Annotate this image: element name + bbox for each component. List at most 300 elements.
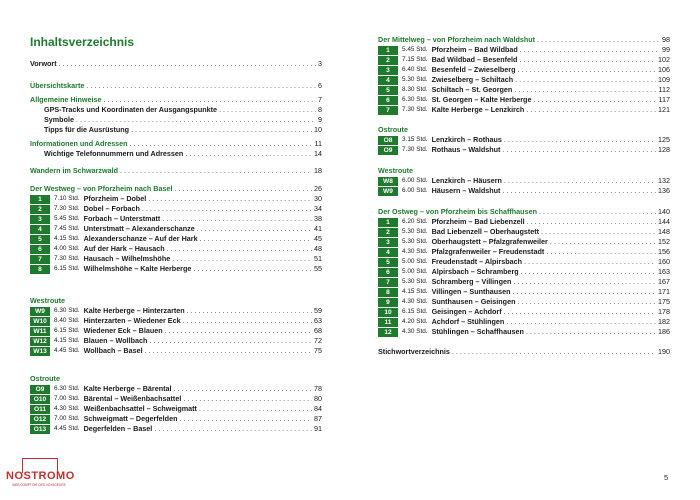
- route-row[interactable]: [378, 237, 670, 247]
- logo-tagline: WEB COMPTOIR DES VOYAGEURS: [12, 483, 66, 487]
- leader-dots: [183, 316, 312, 326]
- stage-page: 178: [658, 307, 670, 316]
- entry-page: 3: [318, 59, 322, 68]
- entry-page: 9: [318, 115, 322, 124]
- stage-page: 186: [658, 327, 670, 336]
- leader-dots: [162, 214, 312, 224]
- stage-badge: W8: [378, 177, 398, 186]
- route-row[interactable]: [30, 254, 322, 264]
- stage-page: 72: [314, 336, 322, 345]
- stage-badge: O13: [30, 425, 50, 434]
- route-row[interactable]: [378, 85, 670, 95]
- stage-page: 175: [658, 297, 670, 306]
- stage-duration: 5.00 Std.: [402, 268, 428, 275]
- leader-dots: [515, 75, 656, 85]
- leader-dots: [502, 145, 656, 155]
- leader-dots: [520, 45, 660, 55]
- stage-badge: O12: [30, 415, 50, 424]
- stage-duration: 4.15 Std.: [54, 337, 80, 344]
- toc-mittelweg-entry[interactable]: [378, 35, 670, 45]
- leader-dots: [183, 394, 312, 404]
- stage-badge: 2: [378, 228, 398, 237]
- leader-dots: [550, 237, 656, 247]
- leader-dots: [145, 346, 312, 356]
- stage-title: Kalte Herberge – Bärental: [83, 384, 172, 393]
- stage-duration: 5.30 Std.: [402, 76, 428, 83]
- stage-page: 59: [314, 306, 322, 315]
- route-row[interactable]: [30, 414, 322, 424]
- leader-dots: [131, 125, 312, 135]
- stage-title: Schramberg – Villingen: [431, 277, 512, 286]
- stage-page: 136: [658, 186, 670, 195]
- stage-page: 68: [314, 326, 322, 335]
- stage-duration: 7.15 Std.: [402, 56, 428, 63]
- route-row[interactable]: [30, 204, 322, 214]
- stage-page: 75: [314, 346, 322, 355]
- stage-title: Forbach – Unterstmatt: [83, 214, 161, 223]
- leader-dots: [541, 227, 656, 237]
- stage-badge: 8: [378, 288, 398, 297]
- stage-duration: 3.15 Std.: [402, 136, 428, 143]
- stage-page: 109: [658, 75, 670, 84]
- stage-title: Bad Liebenzell – Oberhaugstett: [431, 227, 540, 236]
- leader-dots: [504, 135, 656, 145]
- leader-dots: [165, 326, 312, 336]
- stage-duration: 8.30 Std.: [402, 86, 428, 93]
- section-heading: Westroute: [378, 166, 414, 175]
- route-row[interactable]: [378, 257, 670, 267]
- stage-badge: 5: [378, 258, 398, 267]
- route-row[interactable]: [378, 95, 670, 105]
- stage-badge: 12: [378, 328, 398, 337]
- stage-badge: W13: [30, 347, 50, 356]
- route-row[interactable]: [378, 227, 670, 237]
- stage-badge: 7: [378, 278, 398, 287]
- stage-duration: 4.15 Std.: [402, 288, 428, 295]
- stage-page: 34: [314, 204, 322, 213]
- stage-title: Stühlingen – Schaffhausen: [431, 327, 524, 336]
- stage-title: Freudenstadt – Alpirsbach: [431, 257, 522, 266]
- stage-duration: 4.45 Std.: [54, 425, 80, 432]
- stage-title: Zwieselberg – Schiltach: [431, 75, 514, 84]
- stage-page: 128: [658, 145, 670, 154]
- stage-page: 117: [658, 95, 670, 104]
- toc-ostroute-left: [30, 374, 322, 434]
- stage-duration: 7.30 Std.: [54, 255, 80, 262]
- stage-duration: 6.20 Std.: [402, 218, 428, 225]
- leader-dots: [76, 115, 316, 125]
- stage-page: 55: [314, 264, 322, 273]
- route-row[interactable]: [30, 264, 322, 274]
- stage-duration: 7.30 Std.: [54, 205, 80, 212]
- stage-page: 51: [314, 254, 322, 263]
- stage-badge: O8: [378, 136, 398, 145]
- stage-page: 41: [314, 224, 322, 233]
- route-row[interactable]: [30, 336, 322, 346]
- stage-page: 182: [658, 317, 670, 326]
- leader-dots: [142, 204, 312, 214]
- stage-duration: 7.00 Std.: [54, 395, 80, 402]
- stage-title: Wilhelmshöhe – Kalte Herberge: [83, 264, 192, 273]
- entry-page: 140: [658, 207, 670, 216]
- stage-page: 148: [658, 227, 670, 236]
- entry-page: 190: [658, 347, 670, 356]
- stage-title: Wiedener Eck – Blauen: [83, 326, 163, 335]
- stage-page: 80: [314, 394, 322, 403]
- stage-title: Hausach – Wilhelmshöhe: [83, 254, 171, 263]
- stage-duration: 6.15 Std.: [402, 308, 428, 315]
- stage-page: 125: [658, 135, 670, 144]
- route-row[interactable]: [378, 55, 670, 65]
- stage-page: 106: [658, 65, 670, 74]
- route-row[interactable]: [30, 394, 322, 404]
- entry-label: Übersichtskarte: [30, 81, 85, 90]
- stage-duration: 6.30 Std.: [54, 307, 80, 314]
- entry-label: Vorwort: [30, 59, 57, 68]
- stage-title: Häusern – Waldshut: [431, 186, 501, 195]
- stage-badge: W10: [30, 317, 50, 326]
- toc-ostroute-right: [378, 125, 670, 155]
- route-row[interactable]: [378, 186, 670, 196]
- stage-badge: 6: [378, 268, 398, 277]
- stage-page: 91: [314, 424, 322, 433]
- stage-title: St. Georgen – Kalte Herberge: [431, 95, 532, 104]
- stage-page: 156: [658, 247, 670, 256]
- stage-duration: 8.40 Std.: [54, 317, 80, 324]
- route-row[interactable]: [378, 75, 670, 85]
- stage-page: 87: [314, 414, 322, 423]
- route-row[interactable]: [30, 326, 322, 336]
- entry-page: 6: [318, 81, 322, 90]
- stage-title: Pfalzgrafenweiler – Freudenstadt: [431, 247, 545, 256]
- leader-dots: [148, 194, 312, 204]
- stage-title: Schiltach – St. Georgen: [431, 85, 513, 94]
- leader-dots: [187, 306, 312, 316]
- route-row[interactable]: [30, 404, 322, 414]
- stage-title: Lenzkirch – Häusern: [431, 176, 502, 185]
- stage-duration: 4.15 Std.: [54, 235, 80, 242]
- leader-dots: [546, 247, 656, 257]
- stage-badge: 1: [30, 195, 50, 204]
- stage-duration: 4.30 Std.: [54, 405, 80, 412]
- stage-page: 45: [314, 234, 322, 243]
- stage-title: Oberhaugstett – Pfalzgrafenweiler: [431, 237, 548, 246]
- leader-dots: [167, 244, 312, 254]
- stage-page: 78: [314, 384, 322, 393]
- stage-title: Kalte Herberge – Hinterzarten: [83, 306, 185, 315]
- entry-label: Der Mittelweg – von Pforzheim nach Waldshut: [378, 35, 536, 44]
- stage-title: Dobel – Forbach: [83, 204, 140, 213]
- stage-duration: 4.00 Std.: [54, 245, 80, 252]
- leader-dots: [517, 297, 656, 307]
- stage-badge: 7: [378, 106, 398, 115]
- stage-title: Pforzheim – Bad Wildbad: [431, 45, 518, 54]
- stage-badge: 2: [378, 56, 398, 65]
- leader-dots: [104, 95, 317, 105]
- entry-label: Der Ostweg – von Pforzheim bis Schaffhausen: [378, 207, 537, 216]
- entry-page: 11: [314, 139, 322, 148]
- leader-dots: [517, 65, 656, 75]
- stage-duration: 4.30 Std.: [402, 298, 428, 305]
- toc-subentry[interactable]: [30, 125, 322, 135]
- stage-badge: 4: [378, 76, 398, 85]
- page-number: 5: [664, 473, 669, 482]
- stage-badge: 8: [30, 265, 50, 274]
- toc-informationen: [30, 139, 322, 159]
- leader-dots: [200, 234, 312, 244]
- stage-duration: 7.10 Std.: [54, 195, 80, 202]
- leader-dots: [130, 139, 313, 149]
- toc-westroute: [30, 296, 322, 356]
- stage-duration: 4.45 Std.: [54, 347, 80, 354]
- entry-label: Wandern im Schwarzwald: [30, 166, 118, 175]
- stage-duration: 5.30 Std.: [402, 228, 428, 235]
- nostromo-logo: [6, 458, 75, 490]
- stage-title: Blauen – Wollbach: [83, 336, 148, 345]
- stage-badge: W12: [30, 337, 50, 346]
- stage-duration: 6.30 Std.: [402, 96, 428, 103]
- stage-page: 38: [314, 214, 322, 223]
- stage-badge: 5: [30, 235, 50, 244]
- entry-label: Informationen und Adressen: [30, 139, 128, 148]
- toc-heading: Inhaltsverzeichnis: [30, 35, 135, 49]
- toc-vorwort[interactable]: [30, 59, 322, 69]
- stage-badge: O10: [30, 395, 50, 404]
- stage-page: 167: [658, 277, 670, 286]
- stage-duration: 5.30 Std.: [402, 238, 428, 245]
- leader-dots: [537, 35, 660, 45]
- route-row[interactable]: [30, 224, 322, 234]
- stage-page: 132: [658, 176, 670, 185]
- route-row[interactable]: [378, 267, 670, 277]
- entry-page: 7: [318, 95, 322, 104]
- toc-ostweg-entry[interactable]: [378, 207, 670, 217]
- toc-subentry[interactable]: [30, 115, 322, 125]
- leader-dots: [513, 287, 656, 297]
- route-row[interactable]: [30, 244, 322, 254]
- stage-badge: 4: [30, 225, 50, 234]
- entry-label: Allgemeine Hinweise: [30, 95, 102, 104]
- stage-badge: O11: [30, 405, 50, 414]
- toc-westweg: [30, 184, 322, 274]
- entry-label: GPS-Tracks und Koordinaten der Ausgangspunkte: [44, 105, 218, 114]
- route-row[interactable]: [30, 424, 322, 434]
- stage-title: Achdorf – Stühlingen: [431, 317, 505, 326]
- toc-westweg-entry[interactable]: [30, 184, 322, 194]
- leader-dots: [59, 59, 316, 69]
- toc-wandern[interactable]: [30, 166, 322, 176]
- entry-page: 14: [314, 149, 322, 158]
- leader-dots: [502, 186, 656, 196]
- stage-badge: 11: [378, 318, 398, 327]
- stage-page: 112: [658, 85, 670, 94]
- leader-dots: [197, 224, 312, 234]
- stage-page: 102: [658, 55, 670, 64]
- stage-title: Hinterzarten – Wiedener Eck: [83, 316, 181, 325]
- stage-badge: 1: [378, 46, 398, 55]
- stage-page: 99: [662, 45, 670, 54]
- stage-page: 121: [658, 105, 670, 114]
- route-row[interactable]: [378, 287, 670, 297]
- leader-dots: [172, 254, 312, 264]
- entry-label: Wichtige Telefonnummern und Adressen: [44, 149, 184, 158]
- stage-duration: 6.15 Std.: [54, 265, 80, 272]
- route-row[interactable]: [378, 217, 670, 227]
- route-row[interactable]: [378, 317, 670, 327]
- stage-title: Sunthausen – Geisingen: [431, 297, 516, 306]
- entry-label: Symbole: [44, 115, 74, 124]
- stage-duration: 5.00 Std.: [402, 258, 428, 265]
- leader-dots: [219, 105, 316, 115]
- stage-badge: 10: [378, 308, 398, 317]
- stage-page: 63: [314, 316, 322, 325]
- stage-title: Wollbach – Basel: [83, 346, 143, 355]
- route-row[interactable]: [378, 145, 670, 155]
- leader-dots: [504, 307, 656, 317]
- route-row[interactable]: [378, 105, 670, 115]
- stage-duration: 7.30 Std.: [402, 146, 428, 153]
- stage-title: Alexanderschanze – Auf der Hark: [83, 234, 198, 243]
- toc-subentry[interactable]: [30, 149, 322, 159]
- section-heading: Ostroute: [378, 125, 408, 134]
- stage-duration: 4.30 Std.: [402, 328, 428, 335]
- stage-duration: 6.00 Std.: [402, 177, 428, 184]
- leader-dots: [174, 184, 312, 194]
- stage-title: Pforzheim – Dobel: [83, 194, 147, 203]
- stage-duration: 4.30 Std.: [402, 248, 428, 255]
- stage-duration: 5.45 Std.: [402, 46, 428, 53]
- stage-title: Alpirsbach – Schramberg: [431, 267, 519, 276]
- stage-duration: 6.15 Std.: [54, 327, 80, 334]
- section-heading: Westroute: [30, 296, 66, 305]
- stage-badge: W11: [30, 327, 50, 336]
- stage-duration: 6.40 Std.: [402, 66, 428, 73]
- stage-badge: 9: [378, 298, 398, 307]
- stage-page: 171: [658, 287, 670, 296]
- stage-title: Geisingen – Achdorf: [431, 307, 502, 316]
- stage-page: 30: [314, 194, 322, 203]
- route-row[interactable]: [378, 247, 670, 257]
- stage-duration: 7.45 Std.: [54, 225, 80, 232]
- leader-dots: [86, 81, 316, 91]
- logo-name: NOSTROMO: [6, 470, 75, 482]
- route-row[interactable]: [30, 346, 322, 356]
- leader-dots: [185, 149, 312, 159]
- stage-duration: 6.00 Std.: [402, 187, 428, 194]
- stage-title: Auf der Hark – Hausach: [83, 244, 165, 253]
- stage-badge: O9: [30, 385, 50, 394]
- route-row[interactable]: [30, 234, 322, 244]
- leader-dots: [521, 267, 656, 277]
- stage-title: Schweigmatt – Degerfelden: [83, 414, 178, 423]
- entry-label: Stichwortverzeichnis: [378, 347, 450, 356]
- leader-dots: [539, 207, 656, 217]
- stage-title: Kalte Herberge – Lenzkirch: [431, 105, 525, 114]
- stage-duration: 5.30 Std.: [402, 278, 428, 285]
- toc-subentry[interactable]: [30, 105, 322, 115]
- entry-page: 18: [314, 166, 322, 175]
- stage-page: 160: [658, 257, 670, 266]
- stage-badge: 3: [30, 215, 50, 224]
- leader-dots: [179, 414, 312, 424]
- route-row[interactable]: [30, 214, 322, 224]
- leader-dots: [506, 317, 656, 327]
- stage-page: 84: [314, 404, 322, 413]
- stage-title: Villingen – Sunthausen: [431, 287, 511, 296]
- stage-badge: 5: [378, 86, 398, 95]
- stage-page: 152: [658, 237, 670, 246]
- leader-dots: [452, 347, 656, 357]
- leader-dots: [154, 424, 312, 434]
- leader-dots: [533, 95, 656, 105]
- toc-westroute-right: [378, 166, 670, 196]
- entry-page: 98: [662, 35, 670, 44]
- entry-page: 26: [314, 184, 322, 193]
- stage-title: Bad Wildbad – Besenfeld: [431, 55, 518, 64]
- stage-badge: W9: [30, 307, 50, 316]
- stage-badge: 3: [378, 238, 398, 247]
- entry-page: 8: [318, 105, 322, 114]
- route-row[interactable]: [378, 45, 670, 55]
- stage-badge: 7: [30, 255, 50, 264]
- route-row[interactable]: [30, 306, 322, 316]
- stage-badge: 3: [378, 66, 398, 75]
- stage-badge: 2: [30, 205, 50, 214]
- route-row[interactable]: [378, 65, 670, 75]
- leader-dots: [149, 336, 312, 346]
- route-row[interactable]: [30, 384, 322, 394]
- leader-dots: [504, 176, 656, 186]
- toc-hinweise-entry[interactable]: [30, 95, 322, 105]
- leader-dots: [173, 384, 312, 394]
- stage-page: 144: [658, 217, 670, 226]
- leader-dots: [513, 277, 656, 287]
- toc-uebersichtskarte[interactable]: [30, 81, 322, 91]
- toc-mittelweg: [378, 35, 670, 115]
- toc-stichwortverzeichnis[interactable]: [378, 347, 670, 357]
- leader-dots: [199, 404, 312, 414]
- entry-page: 10: [314, 125, 322, 134]
- stage-duration: 5.45 Std.: [54, 215, 80, 222]
- stage-title: Rothaus – Waldshut: [431, 145, 501, 154]
- stage-title: Lenzkirch – Rothaus: [431, 135, 502, 144]
- stage-badge: 1: [378, 218, 398, 227]
- route-row[interactable]: [378, 307, 670, 317]
- stage-badge: W9: [378, 187, 398, 196]
- stage-duration: 7.00 Std.: [54, 415, 80, 422]
- section-heading: Ostroute: [30, 374, 60, 383]
- route-row[interactable]: [30, 316, 322, 326]
- leader-dots: [514, 85, 656, 95]
- stage-title: Weißenbachsattel – Schweigmatt: [83, 404, 197, 413]
- stage-title: Pforzheim – Bad Liebenzell: [431, 217, 525, 226]
- entry-label: Tipps für die Ausrüstung: [44, 125, 130, 134]
- stage-badge: O9: [378, 146, 398, 155]
- toc-ostweg: [378, 207, 670, 337]
- stage-badge: 4: [378, 248, 398, 257]
- route-row[interactable]: [378, 327, 670, 337]
- toc-informationen-entry[interactable]: [30, 139, 322, 149]
- route-row[interactable]: [30, 194, 322, 204]
- leader-dots: [526, 327, 656, 337]
- route-row[interactable]: [378, 176, 670, 186]
- route-row[interactable]: [378, 297, 670, 307]
- leader-dots: [524, 257, 656, 267]
- stage-duration: 6.30 Std.: [54, 385, 80, 392]
- stage-page: 163: [658, 267, 670, 276]
- route-row[interactable]: [378, 277, 670, 287]
- route-row[interactable]: [378, 135, 670, 145]
